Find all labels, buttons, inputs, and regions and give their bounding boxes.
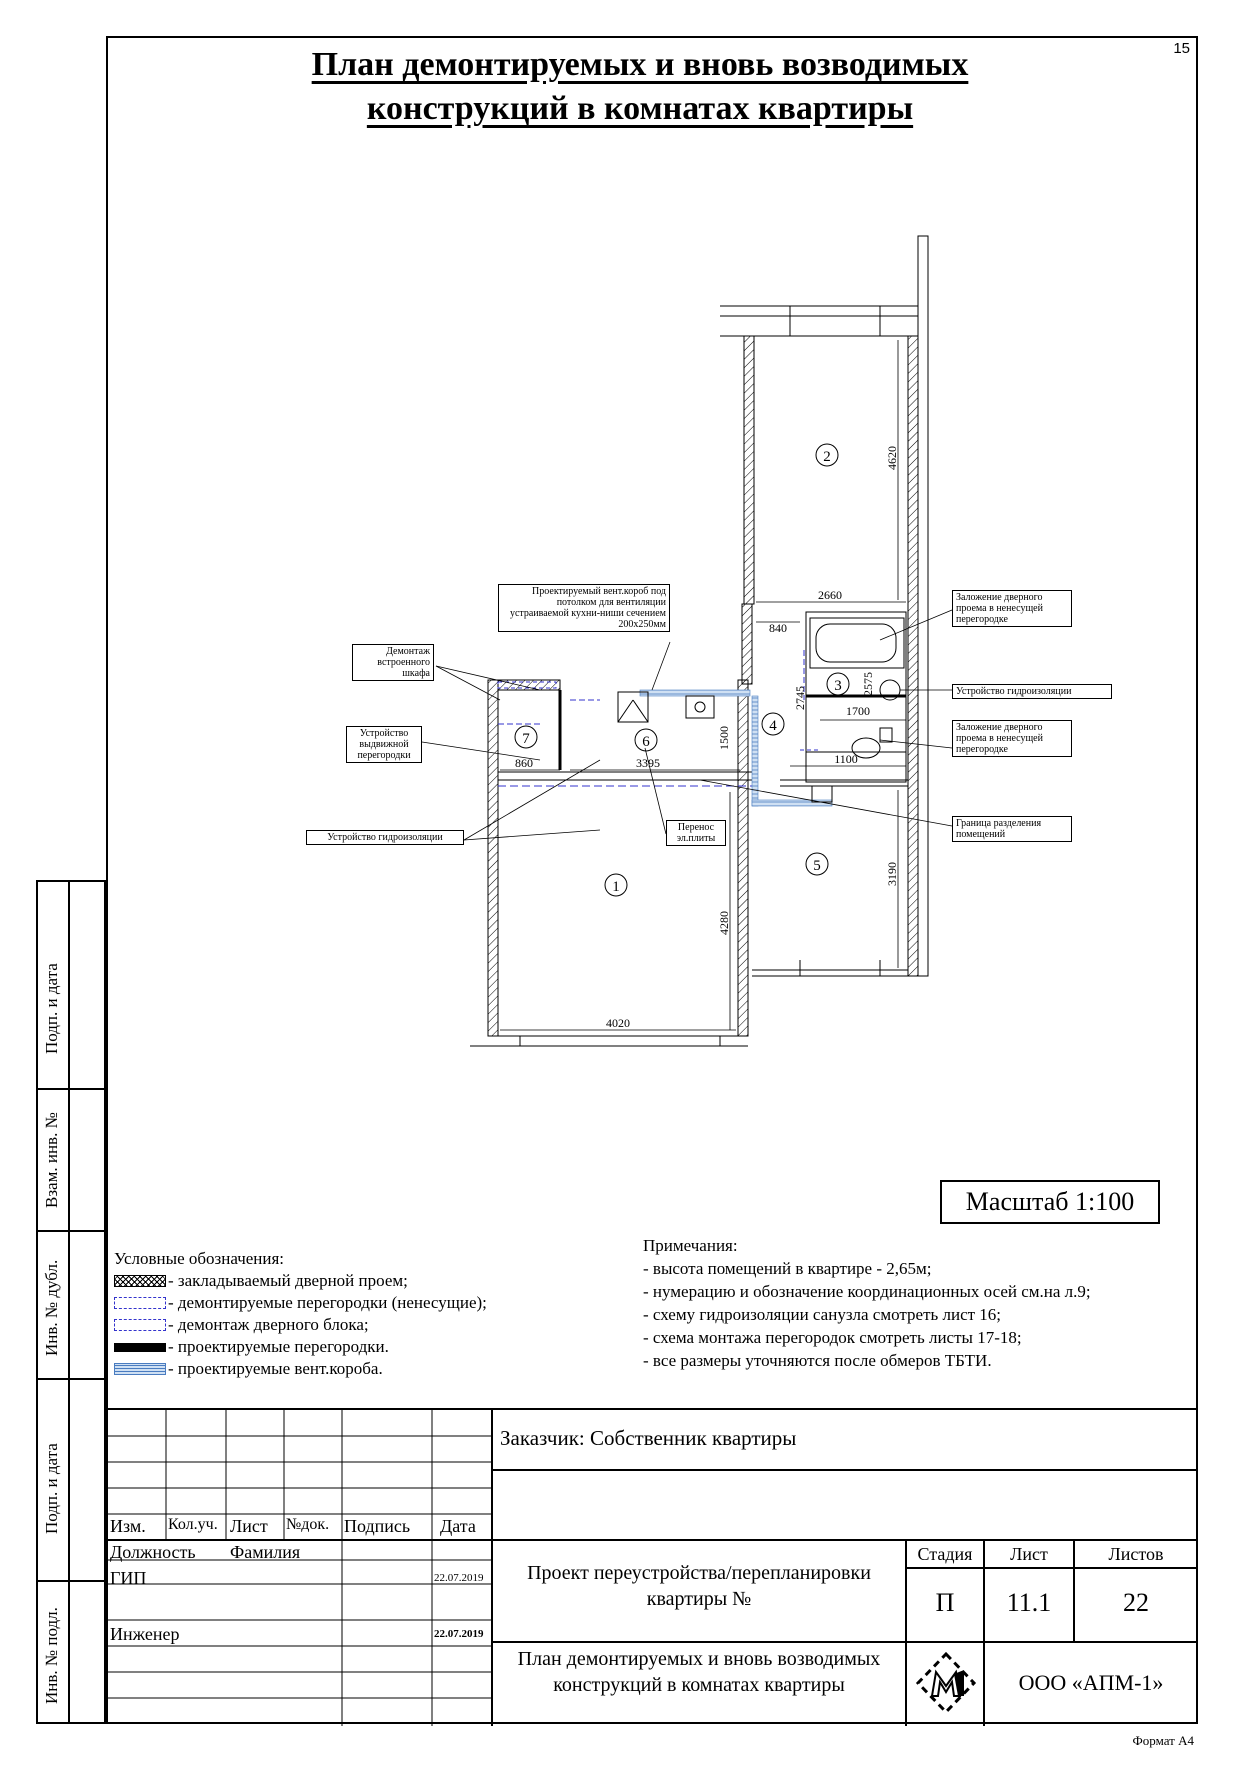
- dim-1100: 1100: [834, 752, 858, 766]
- dim-4280: 4280: [717, 911, 731, 935]
- notes: [643, 1234, 1091, 1372]
- company-logo-icon: [914, 1650, 978, 1716]
- stage-header: Стадия: [917, 1544, 973, 1564]
- sheet-number: 15: [1173, 40, 1190, 57]
- callout-cabinet: Демонтаж встроенного шкафа: [352, 644, 434, 681]
- title-block: [106, 1408, 1198, 1726]
- callout-stove: Перенос эл.плиты: [666, 820, 726, 846]
- dismantled-partition-symbol-icon: [114, 1297, 166, 1309]
- header-date: Дата: [440, 1516, 476, 1536]
- note-3: - схему гидроизоляции санузла смотреть лист 16;: [643, 1305, 1002, 1324]
- company-name: ООО «АПМ-1»: [1018, 1670, 1164, 1695]
- dim-1700: 1700: [846, 704, 870, 718]
- customer: Заказчик: Собственник квартиры: [500, 1426, 797, 1450]
- note-4: - схема монтажа перегородок смотреть листы 17-18;: [643, 1328, 1022, 1347]
- side-label-5: Инв. № подл.: [42, 1607, 61, 1704]
- room-number-1: 1: [612, 879, 620, 895]
- sheets-header: Листов: [1108, 1544, 1164, 1564]
- header-ndok: №док.: [286, 1516, 330, 1533]
- sheet-header: Лист: [1010, 1544, 1048, 1564]
- room-number-7: 7: [522, 731, 530, 747]
- callout-border: Граница разделения помещений: [952, 816, 1072, 842]
- new-partition-symbol-icon: [114, 1343, 166, 1352]
- role-engineer: Инженер: [110, 1624, 180, 1644]
- header-signature: Подпись: [344, 1516, 411, 1536]
- legend-item-2: - демонтируемые перегородки (ненесущие);: [168, 1293, 487, 1312]
- drawing-title: План демонтируемых и вновь возводимых конструкций в комнатах квартиры: [517, 1648, 881, 1696]
- legend: [114, 1248, 487, 1380]
- dim-4020: 4020: [606, 1016, 630, 1030]
- vent-duct-symbol-icon: [114, 1363, 166, 1375]
- legend-item-1: - закладываемый дверной проем;: [168, 1271, 408, 1290]
- notes-title: Примечания:: [643, 1236, 738, 1255]
- dim-3395: 3395: [636, 756, 660, 770]
- sheet-value: 11.1: [1006, 1588, 1052, 1617]
- dim-4620: 4620: [885, 446, 899, 470]
- dim-2575: 2575: [861, 672, 875, 696]
- legend-item-4: - проектируемые перегородки.: [168, 1337, 389, 1356]
- note-1: - высота помещений в квартире - 2,65м;: [643, 1259, 932, 1278]
- role-gip: ГИП: [110, 1568, 147, 1588]
- title-line-2: конструкций в комнатах квартиры: [366, 90, 914, 127]
- date-gip: 22.07.2019: [434, 1572, 484, 1584]
- room-number-5: 5: [813, 858, 821, 874]
- legend-item-3: - демонтаж дверного блока;: [168, 1315, 369, 1334]
- legend-title: Условные обозначения:: [114, 1249, 285, 1268]
- room-number-3: 3: [834, 678, 842, 694]
- closed-opening-symbol-icon: [114, 1275, 166, 1287]
- dim-3190: 3190: [885, 862, 899, 886]
- stage-value: П: [935, 1588, 955, 1617]
- header-list: Лист: [230, 1516, 268, 1536]
- room-number-6: 6: [642, 734, 650, 750]
- door-removal-symbol-icon: [114, 1319, 166, 1331]
- dim-840: 840: [769, 621, 787, 635]
- dim-2745: 2745: [793, 686, 807, 710]
- callout-vent: Проектируемый вент.короб под потолком для вентиляции устраиваемой кухни-ниши сечением 200х250мм: [498, 584, 670, 632]
- side-label-2: Взам. инв. №: [42, 1112, 61, 1208]
- paper-format: Формат А4: [1132, 1733, 1194, 1748]
- dim-1500: 1500: [717, 726, 731, 750]
- date-engineer: 22.07.2019: [434, 1628, 484, 1640]
- project-title: Проект переустройства/перепланировки квартиры №: [527, 1562, 871, 1610]
- legend-item-5: - проектируемые вент.короба.: [168, 1359, 383, 1378]
- callout-sliding: Устройство выдвижной перегородки: [346, 726, 422, 763]
- role-header: Должность: [110, 1542, 196, 1562]
- callout-waterproof-left: Устройство гидроизоляции: [306, 830, 464, 845]
- header-kol: Кол.уч.: [168, 1516, 218, 1533]
- name-header: Фамилия: [230, 1542, 301, 1562]
- callout-waterproof-right: Устройство гидроизоляции: [952, 684, 1112, 699]
- callout-door-close-2: Заложение дверного проема в ненесущей перегородке: [952, 720, 1072, 757]
- scale-label: Масштаб 1:100: [940, 1180, 1160, 1224]
- note-5: - все размеры уточняются после обмеров ТБТИ.: [643, 1351, 992, 1370]
- room-number-2: 2: [823, 449, 831, 465]
- note-2: - нумерацию и обозначение координационных осей см.на л.9;: [643, 1282, 1091, 1301]
- side-label-4: Подп. и дата: [42, 1443, 61, 1534]
- dim-860: 860: [515, 756, 533, 770]
- callout-door-close-1: Заложение дверного проема в ненесущей перегородке: [952, 590, 1072, 627]
- room-number-4: 4: [769, 718, 777, 734]
- title-line-1: План демонтируемых и вновь возводимых: [311, 46, 969, 83]
- side-label-3: Инв. № дубл.: [42, 1259, 61, 1356]
- side-label-1: Подп. и дата: [42, 963, 61, 1054]
- header-izm: Изм.: [110, 1516, 146, 1536]
- dim-2660: 2660: [818, 588, 842, 602]
- sheets-value: 22: [1123, 1588, 1149, 1617]
